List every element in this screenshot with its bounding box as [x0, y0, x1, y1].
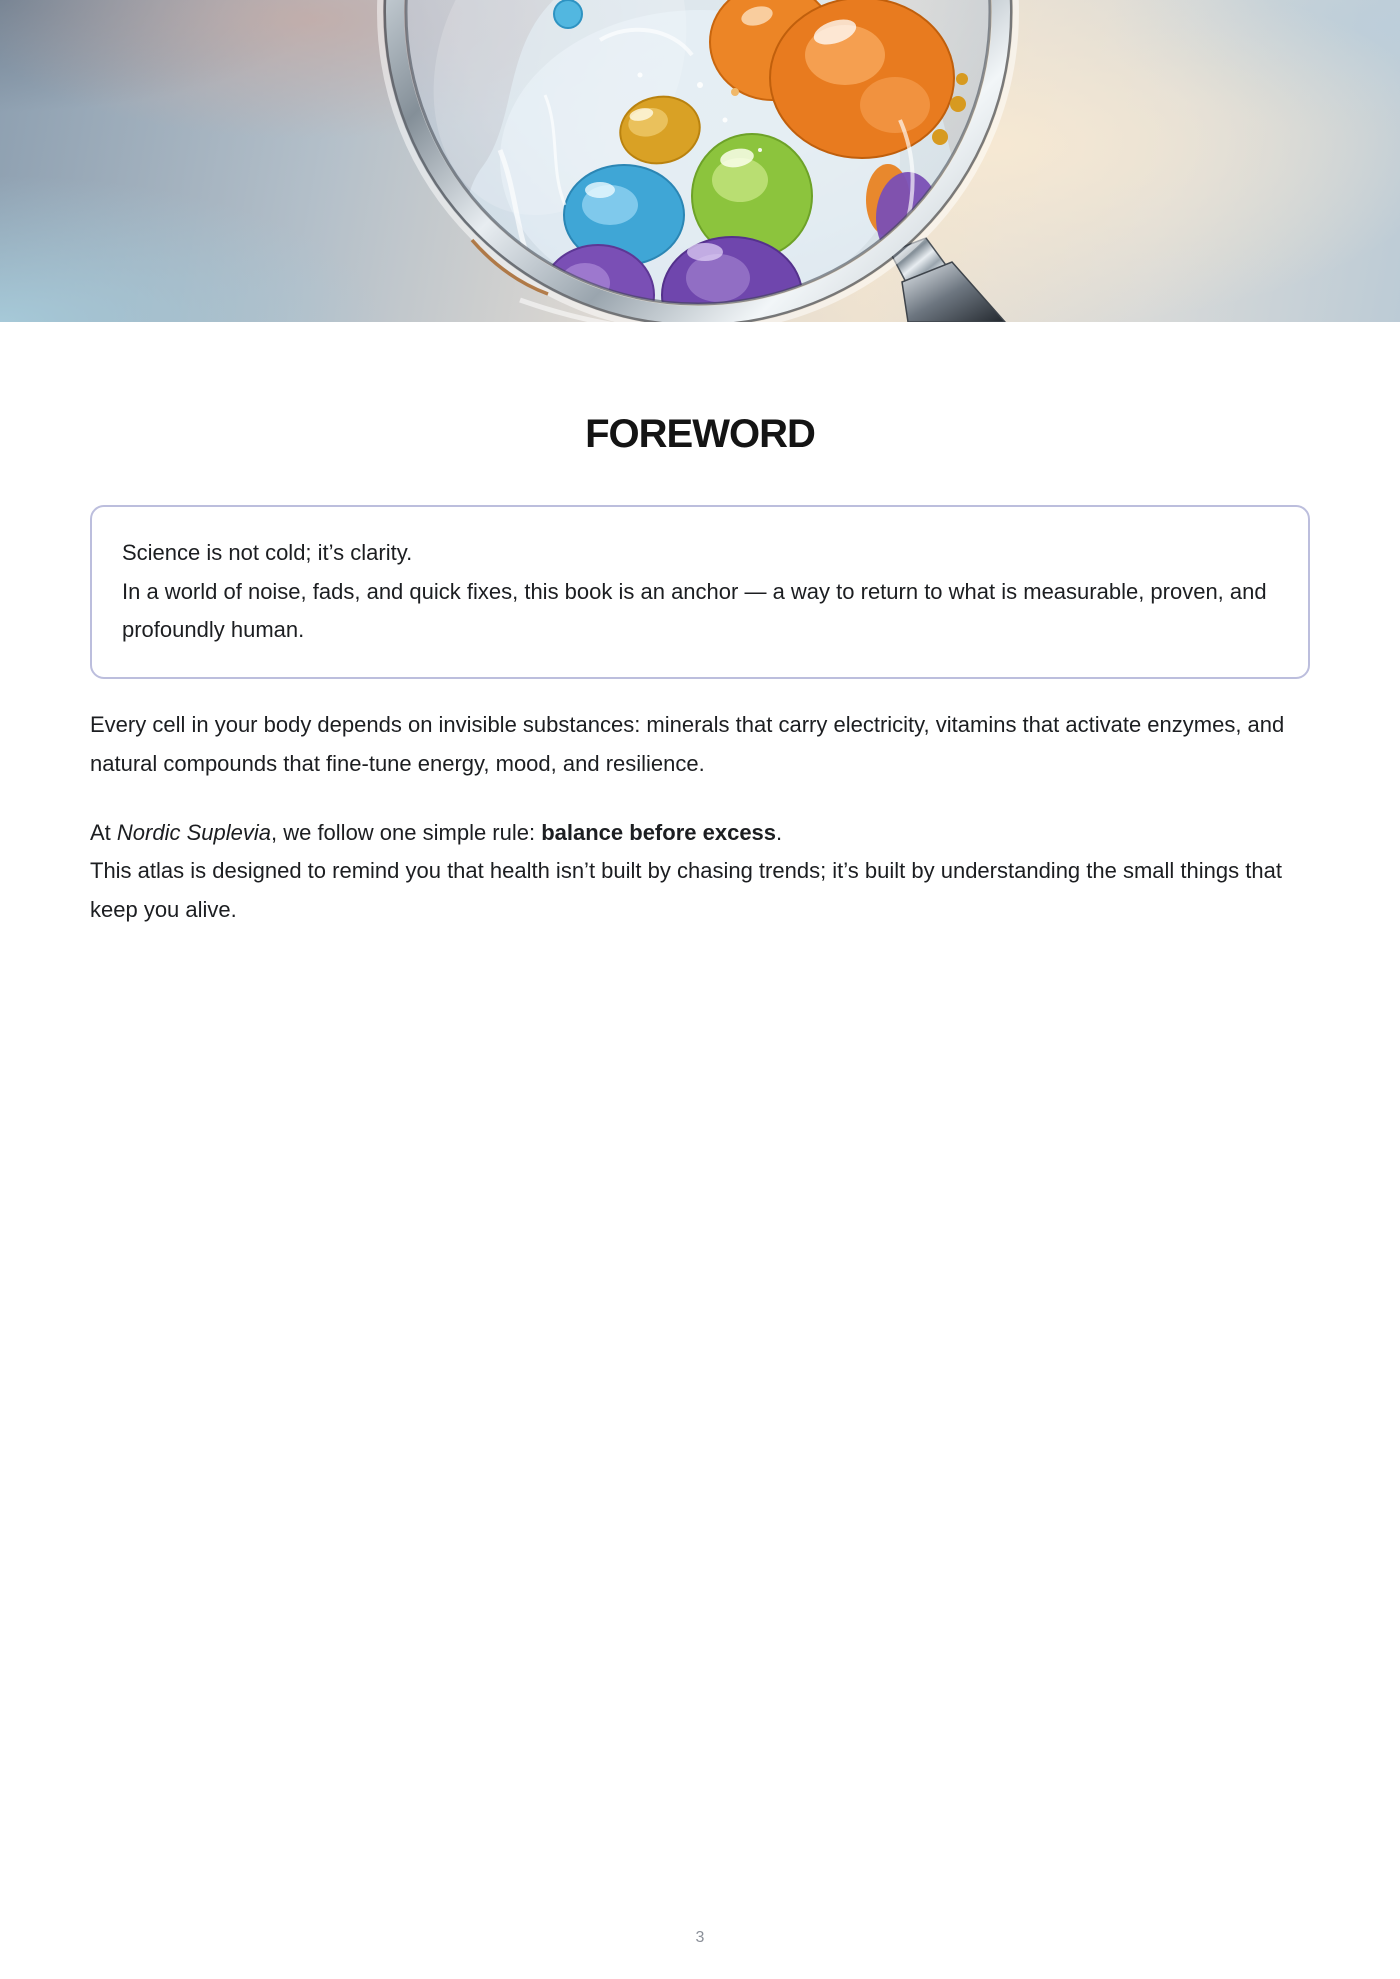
quote-box	[90, 505, 1310, 679]
body-content	[90, 706, 1310, 930]
paragraph-2-prefix: At	[90, 819, 117, 845]
paragraph-2-mid: , we follow one simple rule:	[270, 819, 542, 845]
quote-line-2: In a world of noise, fads, and quick fixes, this book is an anchor — a way to return to what is measurable, proven, and profoundly human.	[122, 578, 1267, 643]
amber-sparkle	[731, 88, 739, 96]
paragraph-2-line-2: This atlas is designed to remind you that health isn’t built by chasing trends; it’s built by understanding the small things that keep you alive.	[90, 858, 1282, 923]
quote-text	[122, 534, 1278, 650]
cyan-dot	[554, 0, 582, 28]
paragraph-2-suffix: .	[776, 819, 783, 845]
magnifying-glass-illustration	[0, 0, 1400, 322]
paragraph-1: Every cell in your body depends on invisible substances: minerals that carry electricity, vitamins that activate enzymes, and natural compounds that fine-tune energy, mood, and resilience.	[90, 712, 1285, 776]
brand-name: Nordic Suplevia	[116, 819, 271, 845]
quote-line-1: Science is not cold; it’s clarity.	[122, 540, 413, 565]
hero-image	[0, 0, 1400, 322]
magnifier-lens	[389, 0, 990, 322]
paragraph-2	[90, 814, 1310, 930]
page-number: 3	[695, 1929, 705, 1946]
rule-phrase: balance before excess	[541, 819, 777, 845]
page-title: FOREWORD	[585, 412, 815, 456]
